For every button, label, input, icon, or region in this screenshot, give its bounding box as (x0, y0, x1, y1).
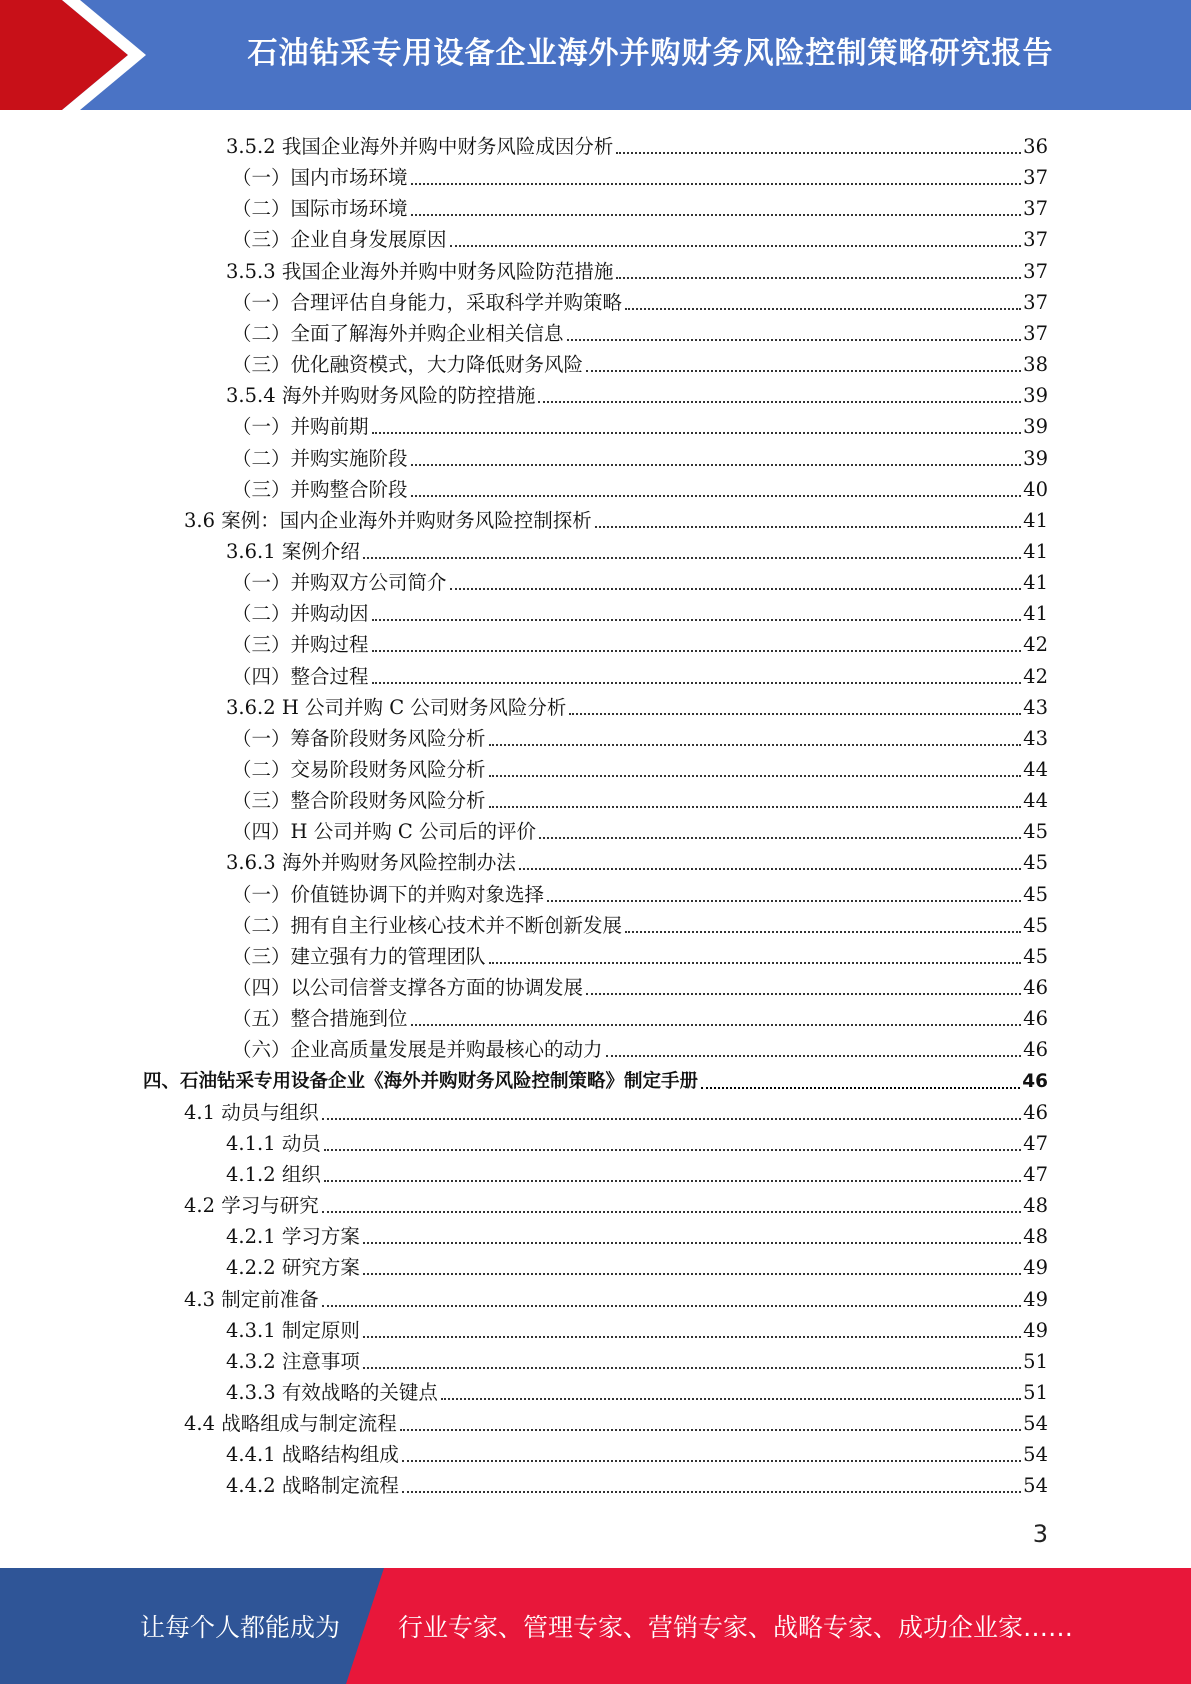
toc-entry[interactable] (184, 1187, 1048, 1218)
toc-entry-title: （三）企业自身发展原因 (232, 228, 447, 252)
toc-entry-title: 4.4.1 战略结构组成 (226, 1443, 399, 1467)
toc-entry-title: 3.6.1 案例介绍 (226, 539, 360, 563)
toc-entry-page: 49 (1023, 1318, 1048, 1342)
toc-dot-leader (402, 1491, 1021, 1493)
toc-dot-leader (519, 868, 1021, 870)
toc-entry-title: （一）并购双方公司简介 (232, 571, 447, 595)
toc-dot-leader (363, 1242, 1021, 1244)
toc-entry-page: 41 (1023, 539, 1048, 563)
page-footer-banner (0, 1568, 1191, 1684)
toc-entry[interactable] (184, 1281, 1048, 1312)
toc-entry-page: 41 (1023, 508, 1048, 532)
toc-entry-page: 43 (1023, 695, 1048, 719)
footer-slogan-right: 行业专家、管理专家、营销专家、战略专家、成功企业家…… (398, 1613, 1074, 1642)
toc-entry-title: （三）建立强有力的管理团队 (232, 944, 486, 968)
toc-dot-leader (372, 619, 1022, 621)
toc-dot-leader (616, 152, 1021, 154)
toc-entry-page: 45 (1023, 851, 1048, 875)
toc-dot-leader (324, 1149, 1021, 1151)
toc-dot-leader (411, 183, 1022, 185)
toc-entry-page: 45 (1023, 944, 1048, 968)
toc-entry[interactable] (232, 751, 1048, 782)
toc-entry-page: 43 (1023, 726, 1048, 750)
toc-dot-leader (363, 1367, 1021, 1369)
toc-entry-title: （二）并购动因 (232, 602, 369, 626)
toc-entry-title: 4.4.2 战略制定流程 (226, 1474, 399, 1498)
toc-entry-page: 44 (1023, 789, 1048, 813)
toc-entry-page: 51 (1023, 1381, 1048, 1404)
toc-dot-leader (372, 682, 1022, 684)
toc-entry-title: （四）H 公司并购 C 公司后的评价 (232, 820, 537, 844)
toc-entry[interactable] (226, 1343, 1048, 1374)
toc-entry-title: 3.5.3 我国企业海外并购中财务风险防范措施 (226, 259, 614, 283)
toc-entry[interactable] (226, 128, 1048, 159)
toc-entry-title: 4.3 制定前准备 (184, 1287, 319, 1311)
toc-entry[interactable] (226, 1312, 1048, 1343)
toc-entry[interactable] (232, 159, 1048, 190)
toc-entry-title: （五）整合措施到位 (232, 1007, 408, 1031)
toc-dot-leader (595, 526, 1021, 528)
toc-dot-leader (538, 401, 1021, 403)
toc-dot-leader (489, 744, 1022, 746)
toc-dot-leader (450, 588, 1022, 590)
toc-entry[interactable] (184, 502, 1048, 533)
toc-entry-page: 41 (1023, 571, 1048, 595)
toc-entry-page: 46 (1023, 976, 1048, 1000)
toc-entry-title: （一）国内市场环境 (232, 166, 408, 190)
toc-entry-page: 38 (1023, 353, 1048, 377)
toc-entry[interactable] (232, 221, 1048, 252)
toc-entry-page: 40 (1023, 477, 1048, 501)
toc-dot-leader (411, 214, 1022, 216)
toc-entry-page: 42 (1023, 664, 1048, 688)
toc-entry[interactable] (226, 1218, 1048, 1249)
toc-entry[interactable] (184, 1405, 1048, 1436)
toc-entry-page: 48 (1023, 1225, 1048, 1249)
toc-entry-page: 44 (1023, 758, 1048, 781)
toc-entry-page: 42 (1023, 633, 1048, 657)
toc-dot-leader (625, 931, 1021, 933)
toc-entry-page: 39 (1023, 446, 1048, 470)
toc-entry-title: 4.2 学习与研究 (184, 1194, 319, 1218)
toc-entry-title: 4.3.2 注意事项 (226, 1349, 360, 1373)
toc-entry-title: 3.6 案例：国内企业海外并购财务风险控制探析 (184, 508, 592, 532)
toc-entry-title: （二）并购实施阶段 (232, 446, 408, 470)
toc-entry[interactable] (232, 1031, 1048, 1062)
toc-entry-page: 39 (1023, 384, 1048, 408)
toc-entry[interactable] (232, 782, 1048, 813)
toc-entry-title: 3.5.2 我国企业海外并购中财务风险成因分析 (226, 135, 614, 158)
toc-dot-leader (363, 557, 1021, 559)
toc-entry[interactable] (226, 253, 1048, 284)
toc-entry[interactable] (232, 190, 1048, 221)
toc-entry[interactable] (226, 377, 1048, 408)
toc-dot-leader (489, 806, 1022, 808)
toc-dot-leader (489, 962, 1022, 964)
toc-entry-title: （一）筹备阶段财务风险分析 (232, 726, 486, 750)
toc-dot-leader (363, 1273, 1021, 1275)
toc-entry-page: 46 (1023, 1038, 1048, 1062)
toc-entry-page: 49 (1023, 1287, 1048, 1311)
toc-entry[interactable] (226, 1374, 1048, 1405)
toc-entry-title: （二）全面了解海外并购企业相关信息 (232, 321, 564, 345)
toc-entry[interactable] (232, 564, 1048, 595)
toc-dot-leader (363, 1336, 1021, 1338)
toc-dot-leader (402, 1460, 1021, 1462)
toc-entry-page: 37 (1023, 166, 1048, 190)
toc-entry-page: 54 (1023, 1443, 1048, 1467)
toc-entry[interactable] (232, 471, 1048, 502)
toc-entry[interactable] (232, 595, 1048, 626)
toc-entry-page: 47 (1023, 1162, 1048, 1186)
toc-entry-title: （二）国际市场环境 (232, 197, 408, 221)
toc-entry-page: 37 (1023, 259, 1048, 283)
toc-entry-title: 4.1 动员与组织 (184, 1100, 319, 1124)
toc-entry-title: （三）并购整合阶段 (232, 477, 408, 501)
toc-entry[interactable] (232, 938, 1048, 969)
toc-dot-leader (411, 464, 1022, 466)
toc-entry[interactable] (232, 346, 1048, 377)
toc-entry-title: 四、石油钻采专用设备企业《海外并购财务风险控制策略》制定手册 (143, 1070, 699, 1092)
toc-entry-title: （三）整合阶段财务风险分析 (232, 789, 486, 813)
toc-entry[interactable] (226, 1436, 1048, 1467)
toc-entry[interactable] (232, 408, 1048, 439)
toc-entry-page: 39 (1023, 415, 1048, 439)
toc-entry[interactable] (184, 1094, 1048, 1125)
toc-entry-title: （一）合理评估自身能力，采取科学并购策略 (232, 290, 623, 314)
toc-entry-page: 37 (1023, 290, 1048, 314)
toc-entry[interactable] (232, 969, 1048, 1000)
toc-dot-leader (400, 1429, 1021, 1431)
toc-entry-title: 3.5.4 海外并购财务风险的防控措施 (226, 384, 536, 408)
toc-entry-page: 45 (1023, 820, 1048, 844)
toc-entry[interactable] (226, 1249, 1048, 1280)
toc-dot-leader (547, 900, 1021, 902)
toc-entry-title: 4.4 战略组成与制定流程 (184, 1412, 397, 1436)
toc-dot-leader (586, 370, 1021, 372)
toc-dot-leader (322, 1211, 1021, 1213)
toc-entry-title: （二）拥有自主行业核心技术并不断创新发展 (232, 913, 623, 937)
toc-entry[interactable] (143, 1063, 1048, 1094)
toc-entry[interactable] (226, 689, 1048, 720)
toc-entry-page: 54 (1023, 1412, 1048, 1436)
toc-entry-title: 4.1.2 组织 (226, 1162, 321, 1186)
toc-entry-page: 47 (1023, 1131, 1048, 1155)
toc-entry[interactable] (226, 533, 1048, 564)
toc-entry-page: 41 (1023, 602, 1048, 626)
toc-entry-title: 3.6.3 海外并购财务风险控制办法 (226, 851, 516, 875)
toc-dot-leader (569, 713, 1021, 715)
toc-entry-page: 54 (1023, 1474, 1048, 1498)
toc-entry-title: 4.3.3 有效战略的关键点 (226, 1381, 438, 1404)
toc-dot-leader (489, 775, 1022, 777)
toc-entry-title: 4.3.1 制定原则 (226, 1318, 360, 1342)
toc-dot-leader (372, 432, 1022, 434)
toc-entry[interactable] (232, 907, 1048, 938)
footer-slogan-left: 让每个人都能成为 (140, 1613, 341, 1642)
toc-entry[interactable] (232, 440, 1048, 471)
toc-dot-leader (324, 1180, 1021, 1182)
toc-dot-leader (411, 495, 1022, 497)
toc-entry-title: 3.6.2 H 公司并购 C 公司财务风险分析 (226, 695, 567, 719)
toc-entry-title: （四）整合过程 (232, 664, 369, 688)
toc-entry[interactable] (226, 1125, 1048, 1156)
toc-dot-leader (450, 245, 1022, 247)
toc-dot-leader (567, 339, 1022, 341)
toc-dot-leader (586, 993, 1021, 995)
toc-dot-leader (322, 1305, 1021, 1307)
toc-entry[interactable] (226, 1156, 1048, 1187)
toc-entry[interactable] (232, 876, 1048, 907)
toc-entry-page: 45 (1023, 882, 1048, 906)
toc-entry[interactable] (232, 813, 1048, 844)
toc-dot-leader (372, 650, 1022, 652)
toc-entry-page: 37 (1023, 321, 1048, 345)
toc-entry-page: 46 (1022, 1070, 1048, 1092)
header-red-chevron (0, 0, 150, 110)
toc-dot-leader (616, 277, 1021, 279)
toc-entry-title: 4.2.1 学习方案 (226, 1225, 360, 1249)
toc-entry-title: （三）并购过程 (232, 633, 369, 657)
report-title: 石油钻采专用设备企业海外并购财务风险控制策略研究报告 (247, 36, 1054, 71)
toc-entry-page: 36 (1023, 135, 1048, 158)
toc-dot-leader (625, 308, 1021, 310)
toc-dot-leader (441, 1398, 1021, 1400)
toc-entry[interactable] (232, 626, 1048, 657)
toc-entry-page: 46 (1023, 1007, 1048, 1031)
toc-entry-page: 49 (1023, 1256, 1048, 1280)
page-header-banner (0, 0, 1191, 110)
toc-entry-page: 46 (1023, 1100, 1048, 1124)
toc-entry-page: 37 (1023, 228, 1048, 252)
toc-entry-page: 45 (1023, 913, 1048, 937)
toc-entry-title: （二）交易阶段财务风险分析 (232, 758, 486, 781)
toc-dot-leader (606, 1055, 1022, 1057)
toc-entry[interactable] (232, 315, 1048, 346)
toc-entry[interactable] (232, 1000, 1048, 1031)
toc-entry-title: （四）以公司信誉支撑各方面的协调发展 (232, 976, 584, 1000)
toc-dot-leader (701, 1087, 1020, 1089)
toc-entry[interactable] (232, 720, 1048, 751)
toc-entry-title: （一）价值链协调下的并购对象选择 (232, 882, 545, 906)
toc-dot-leader (322, 1118, 1021, 1120)
toc-entry-title: （三）优化融资模式，大力降低财务风险 (232, 353, 584, 377)
toc-entry-page: 37 (1023, 197, 1048, 221)
toc-entry[interactable] (232, 658, 1048, 689)
toc-entry-title: 4.2.2 研究方案 (226, 1256, 360, 1280)
page-number: 3 (1032, 1520, 1048, 1548)
toc-dot-leader (539, 837, 1021, 839)
toc-dot-leader (411, 1024, 1022, 1026)
toc-entry-title: 4.1.1 动员 (226, 1131, 321, 1155)
toc-entry-title: （六）企业高质量发展是并购最核心的动力 (232, 1038, 603, 1062)
toc-entry[interactable] (226, 1467, 1048, 1498)
toc-entry-title: （一）并购前期 (232, 415, 369, 439)
toc-entry[interactable] (226, 844, 1048, 875)
toc-entry-page: 51 (1023, 1349, 1048, 1373)
toc-entry-page: 48 (1023, 1194, 1048, 1218)
toc-entry[interactable] (232, 284, 1048, 315)
